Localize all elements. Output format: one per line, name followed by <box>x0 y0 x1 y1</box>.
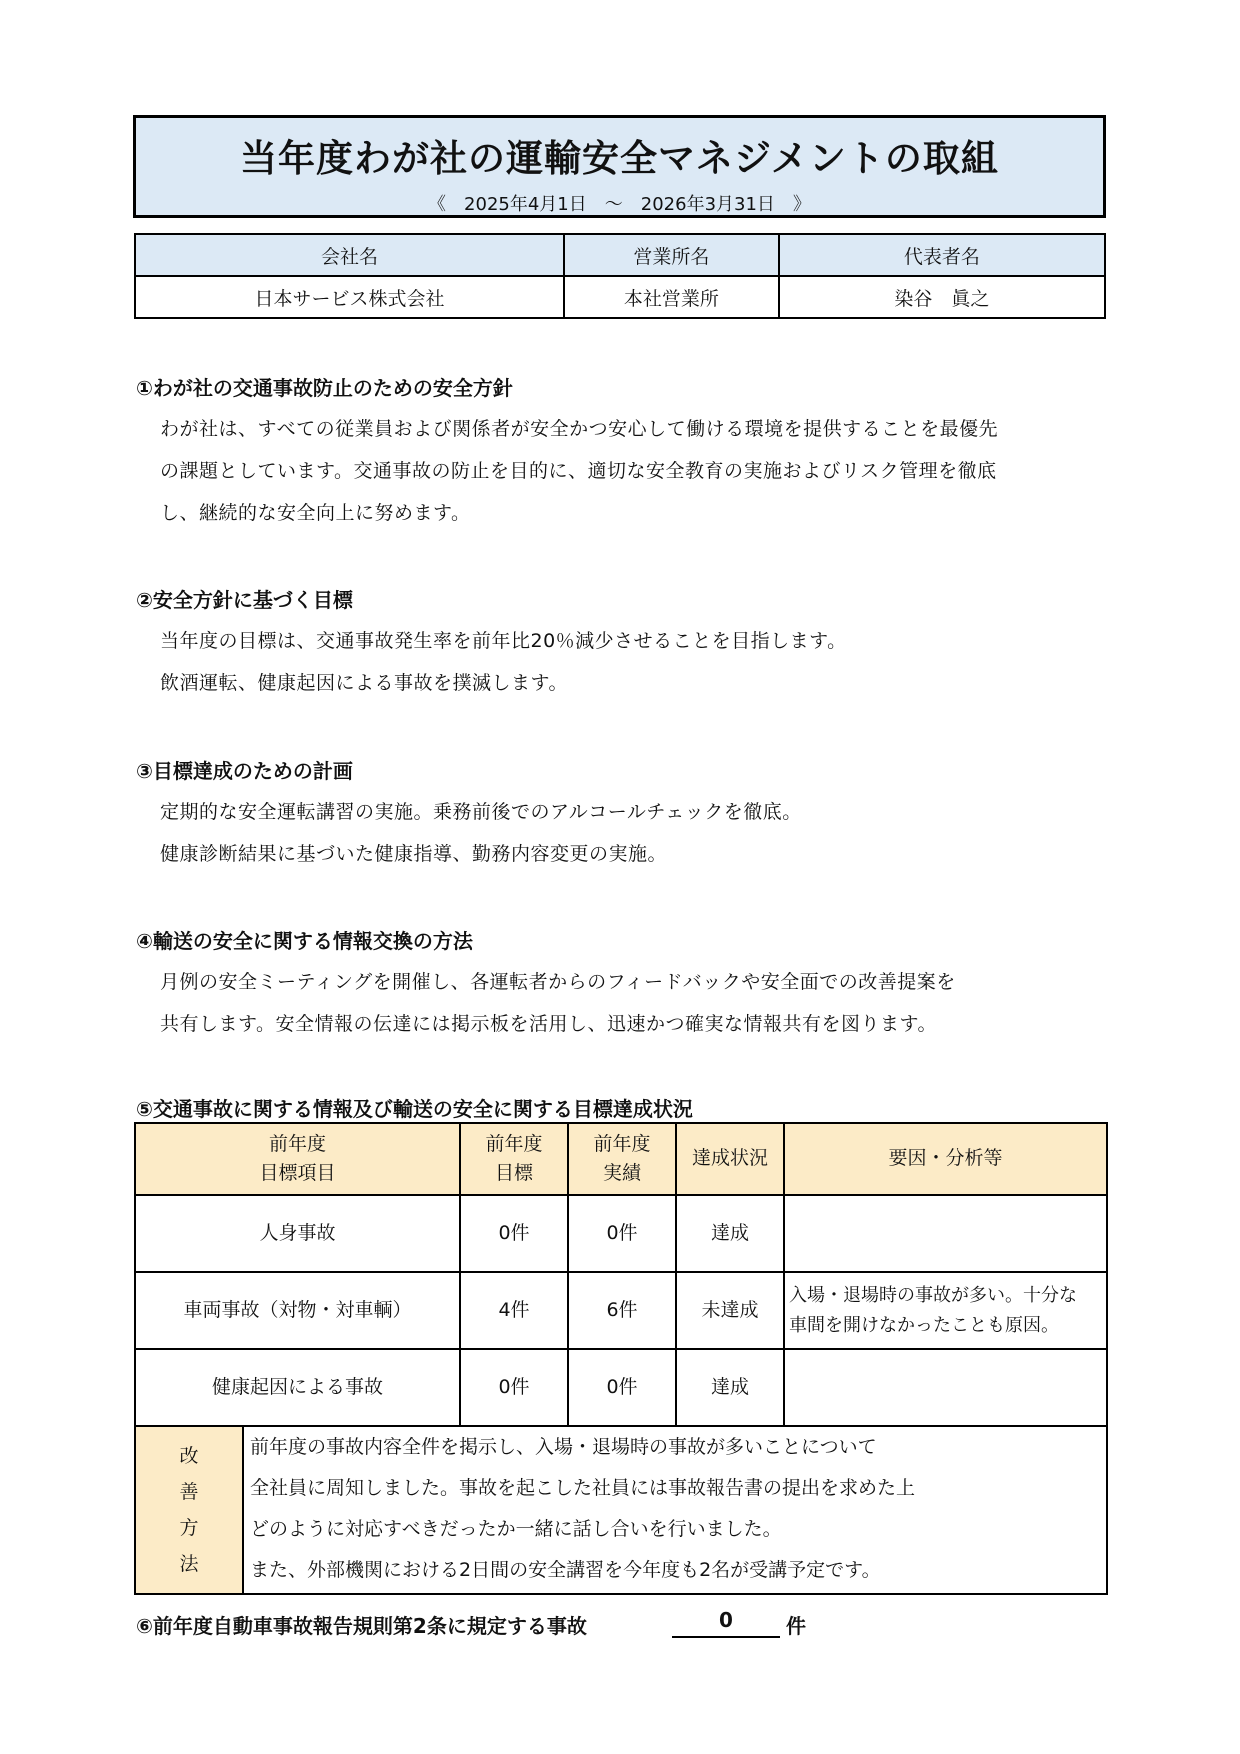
section2-line: 飲酒運転、健康起因による事故を撲滅します。 <box>160 672 568 694</box>
table-row <box>135 1349 1107 1426</box>
item-cell: 人身事故 <box>135 1195 460 1272</box>
label-char: 改 <box>179 1445 199 1467</box>
representative-header: 代表者名 <box>779 234 1105 276</box>
page-title: 当年度わが社の運輸安全マネジメントの取組 <box>240 137 999 180</box>
section3-line: 健康診断結果に基づいた健康指導、勤務内容変更の実施。 <box>160 843 668 865</box>
section2-line: 当年度の目標は、交通事故発生率を前年比20％減少させることを目指します。 <box>160 630 847 652</box>
section6-label: ⑥前年度自動車事故報告規則第2条に規定する事故 <box>136 1614 587 1638</box>
target-cell: 0件 <box>460 1195 568 1272</box>
company-value-row <box>135 276 1105 318</box>
improvement-label <box>135 1426 243 1594</box>
improvement-line: 前年度の事故内容全件を掲示し、入場・退場時の事故が多いことについて <box>250 1436 877 1458</box>
analysis-header: 要因・分析等 <box>784 1123 1107 1195</box>
label-char: 善 <box>179 1481 199 1503</box>
section4-heading: ④輸送の安全に関する情報交換の方法 <box>136 929 473 953</box>
representative-value: 染谷 眞之 <box>779 276 1105 318</box>
section1-line: わが社は、すべての従業員および関係者が安全かつ安心して働ける環境を提供することを最優先 <box>160 418 999 440</box>
section1-line: の課題としています。交通事故の防止を目的に、適切な安全教育の実施およびリスク管理を徹底 <box>160 460 997 482</box>
analysis-cell <box>784 1272 1107 1349</box>
office-name-header: 営業所名 <box>564 234 779 276</box>
section3-heading: ③目標達成のための計画 <box>136 759 353 783</box>
section3-line: 定期的な安全運転講習の実施。乗務前後でのアルコールチェックを徹底。 <box>160 801 802 823</box>
table-row <box>135 1272 1107 1349</box>
section1-heading: ①わが社の交通事故防止のための安全方針 <box>136 376 513 400</box>
company-info-table <box>134 233 1106 319</box>
item-cell: 車両事故（対物・対車輌） <box>135 1272 460 1349</box>
target-item-header <box>135 1123 460 1195</box>
status-cell: 未達成 <box>676 1272 784 1349</box>
improvement-line: また、外部機関における2日間の安全講習を今年度も2名が受講予定です。 <box>250 1559 881 1581</box>
improvement-line: どのように対応すべきだったか一緒に話し合いを行いました。 <box>250 1518 782 1540</box>
company-name-value: 日本サービス株式会社 <box>135 276 564 318</box>
office-name-value: 本社営業所 <box>564 276 779 318</box>
improvement-line: 全社員に周知しました。事故を起こした社員には事故報告書の提出を求めた上 <box>250 1477 916 1499</box>
target-cell: 0件 <box>460 1349 568 1426</box>
target-cell: 4件 <box>460 1272 568 1349</box>
section4-line: 月例の安全ミーティングを開催し、各運転者からのフィードバックや安全面での改善提案を <box>160 971 956 993</box>
actual-cell: 0件 <box>568 1195 676 1272</box>
title-box <box>133 115 1106 218</box>
section6-count: 0 <box>672 1608 780 1638</box>
actual-cell: 0件 <box>568 1349 676 1426</box>
header-text: 前年度 <box>485 1132 543 1155</box>
target-header <box>460 1123 568 1195</box>
accident-status-table <box>134 1122 1108 1595</box>
item-cell: 健康起因による事故 <box>135 1349 460 1426</box>
header-text: 前年度 <box>593 1132 651 1155</box>
section6-unit: 件 <box>786 1614 806 1638</box>
status-cell: 達成 <box>676 1195 784 1272</box>
section1-line: し、継続的な安全向上に努めます。 <box>160 502 471 524</box>
section5-heading: ⑤交通事故に関する情報及び輸送の安全に関する目標達成状況 <box>136 1097 693 1121</box>
analysis-line: 入場・退場時の事故が多い。十分な <box>789 1284 1078 1306</box>
header-text: 前年度 <box>269 1132 327 1155</box>
header-text: 実績 <box>603 1162 642 1184</box>
table-row <box>135 1195 1107 1272</box>
analysis-line: 車間を開けなかったことも原因。 <box>789 1314 1060 1336</box>
analysis-cell <box>784 1349 1107 1426</box>
accident-header-row <box>135 1123 1107 1195</box>
status-header: 達成状況 <box>676 1123 784 1195</box>
status-cell: 達成 <box>676 1349 784 1426</box>
label-char: 方 <box>179 1517 199 1539</box>
section2-heading: ②安全方針に基づく目標 <box>136 588 353 612</box>
analysis-cell <box>784 1195 1107 1272</box>
actual-header <box>568 1123 676 1195</box>
label-char: 法 <box>179 1553 199 1575</box>
improvement-text <box>243 1426 1107 1594</box>
company-header-row <box>135 234 1105 276</box>
period-range: 《 2025年4月1日 ～ 2026年3月31日 》 <box>428 194 811 215</box>
actual-cell: 6件 <box>568 1272 676 1349</box>
header-text: 目標 <box>495 1162 534 1184</box>
section4-line: 共有します。安全情報の伝達には掲示板を活用し、迅速かつ確実な情報共有を図ります。 <box>160 1013 937 1035</box>
company-name-header: 会社名 <box>135 234 564 276</box>
improvement-row <box>135 1426 1107 1594</box>
header-text: 目標項目 <box>259 1162 336 1184</box>
